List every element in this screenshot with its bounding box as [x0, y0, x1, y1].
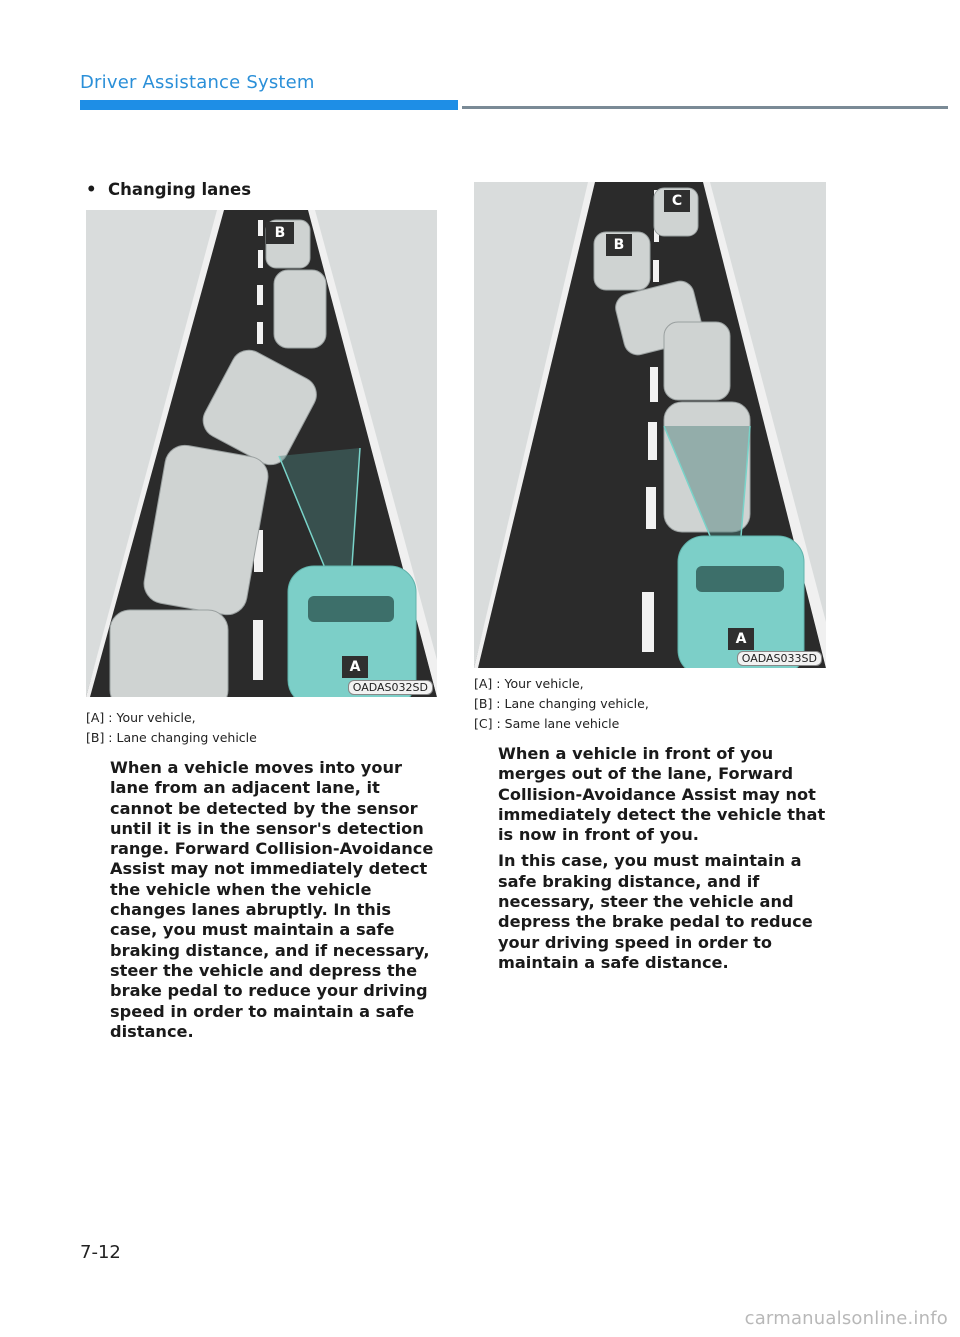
section-title: Driver Assistance System	[80, 72, 315, 93]
paragraph: When a vehicle moves into your lane from an adjacent lane, it cannot be detected by the sensor until it is in the sensor's detection range. Forward Collision-Avoidance Assist may not immediately detect the vehicle when the vehicle changes lanes abruptly. In this case, you must maintain a safe braking distance, and if necessary, steer the vehicle and depress the brake pedal to reduce your driving speed in order to maintain a safe distance.	[110, 758, 434, 1041]
label-b-left: B	[274, 225, 286, 241]
figure-code-right: OADAS033SD	[737, 651, 822, 666]
legend-left	[86, 708, 257, 748]
bullet-symbol: •	[86, 180, 97, 199]
legend-right	[474, 674, 649, 734]
header-rule-grey	[462, 106, 948, 109]
label-a-right: A	[728, 628, 754, 650]
bullet-heading	[86, 180, 251, 199]
label-c-right: C	[664, 190, 690, 212]
bullet-heading-text: Changing lanes	[108, 180, 252, 199]
body-text-left	[110, 758, 440, 1048]
label-a-left: A	[342, 656, 368, 678]
figure-lane-merge	[474, 182, 826, 668]
figure-lane-change	[86, 210, 437, 697]
header-rule-blue	[80, 100, 458, 110]
paragraph: When a vehicle in front of you merges out of the lane, Forward Collision-Avoidance Assist may not immediately detect the vehicle that is now in front of you.	[498, 744, 826, 845]
label-b-right: B	[606, 234, 632, 256]
paragraph: In this case, you must maintain a safe braking distance, and if necessary, steer the vehicle and depress the brake pedal to reduce your driving speed in order to maintain a safe distance.	[498, 851, 813, 972]
legend-right-item: [A] : Your vehicle,	[474, 676, 584, 691]
legend-left-item: [A] : Your vehicle,	[86, 710, 196, 725]
legend-left-item: [B] : Lane changing vehicle	[86, 730, 257, 745]
watermark: carmanualsonline.info	[744, 1308, 948, 1329]
page-number: 7-12	[80, 1242, 121, 1263]
legend-right-item: [B] : Lane changing vehicle,	[474, 696, 649, 711]
figure-code-left: OADAS032SD	[348, 680, 433, 695]
legend-right-item: [C] : Same lane vehicle	[474, 716, 620, 731]
body-text-right	[498, 744, 830, 979]
